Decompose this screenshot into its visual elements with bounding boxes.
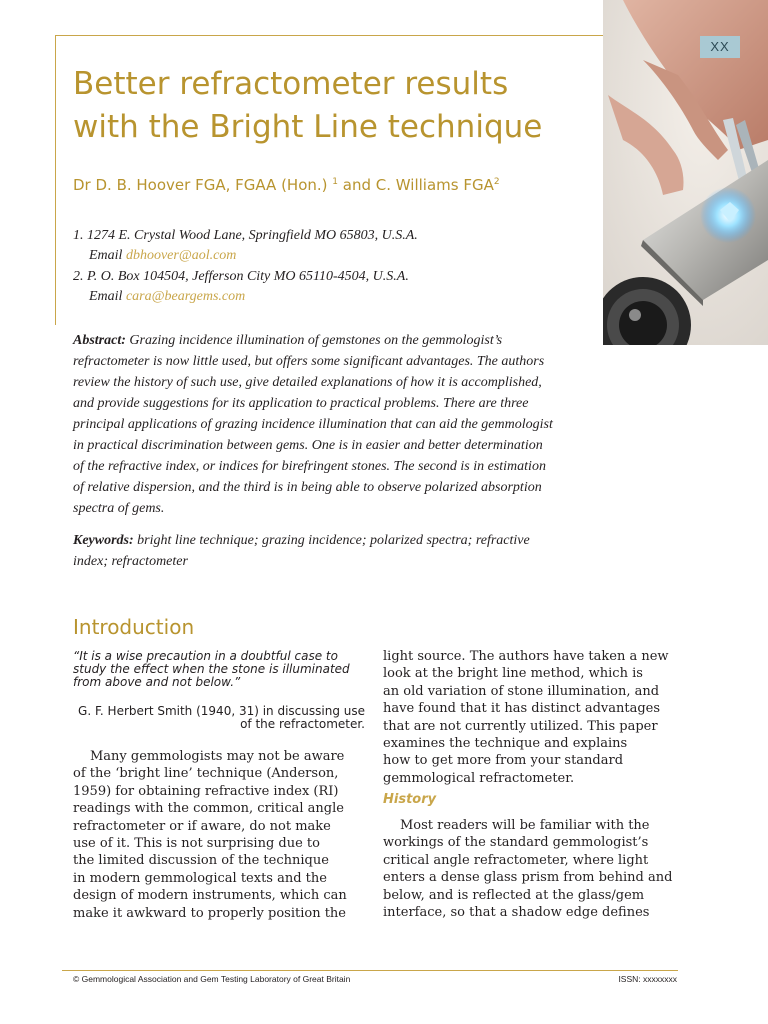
body-line: of the ‘bright line’ technique (Anderson, [73,766,339,782]
section-heading-history: History [383,792,437,807]
keywords-line: bright line technique; grazing incidence; polarized spectra; refractive [133,533,530,548]
affiliation-address: 1. 1274 E. Crystal Wood Lane, Springfield MO 65803, U.S.A. [73,228,418,243]
abstract-line: in practical discrimination between gems. One is in easier and better determination [73,438,543,453]
title-line-2: with the Bright Line technique [73,109,543,145]
body-line: gemmological refractometer. [383,770,575,786]
abstract-line: principal applications of grazing incidence illumination that can aid the gemmologist [73,417,553,432]
body-line: refractometer or if aware, do not make [73,818,331,834]
body-line: have found that it has distinct advantages [383,701,661,717]
body-line: Many gemmologists may not be aware [90,749,345,764]
footer-rule [62,970,678,971]
epigraph-line: “It is a wise precaution in a doubtful case to [73,649,338,663]
section-heading-introduction: Introduction [73,615,195,639]
attribution-line: G. F. Herbert Smith (1940, 31) in discussing use [78,704,365,718]
epigraph-attribution [73,705,365,731]
abstract-line: of the refractive index, or indices for birefringent stones. The second is in estimation [73,459,546,474]
keywords [73,530,573,572]
author-2: and C. Williams FGA [338,176,494,194]
epigraph-line: from above and not below.” [73,675,241,689]
affiliation-1 [73,226,593,266]
email-label: Email [89,248,126,263]
introduction-paragraph-left [73,748,363,922]
abstract-line: and provide suggestions for its application to practical problems. There are three [73,396,529,411]
footer-issn: ISSN: xxxxxxxx [618,974,677,984]
author-1: Dr D. B. Hoover FGA, FGAA (Hon.) [73,176,333,194]
body-line: light source. The authors have taken a new [383,649,669,664]
body-line: examines the technique and explains [383,736,628,752]
abstract [73,330,598,519]
email-link[interactable]: cara@beargems.com [125,289,246,304]
body-line: interface, so that a shadow edge defines [383,905,650,921]
affiliation-address: 2. P. O. Box 104504, Jefferson City MO 65110-4504, U.S.A. [73,269,409,284]
attribution-line: of the refractometer. [240,717,365,731]
epigraph-line: study the effect when the stone is illuminated [73,662,350,676]
page-number-badge: XX [700,36,740,58]
body-line: enters a dense glass prism from behind and [383,870,673,886]
abstract-line: spectra of gems. [73,501,165,516]
body-line: that are not currently utilized. This paper [383,718,658,734]
refractometer-photo-illustration [603,0,768,345]
title-line-1: Better refractometer results [73,66,509,102]
refractometer-photo [603,0,768,345]
body-line: design of modern instruments, which can [73,888,347,904]
abstract-label: Abstract: [73,333,126,348]
affiliation-2 [73,267,593,307]
abstract-line: review the history of such use, give detailed explanations of how it is accomplished, [73,375,542,390]
keywords-line: index; refractometer [73,554,188,569]
abstract-line: Grazing incidence illumination of gemstones on the gemmologist’s [125,333,503,348]
abstract-line: of relative dispersion, and the third is in being able to observe polarized absorption [73,480,542,495]
body-line: look at the bright line method, which is [383,666,643,682]
footer-copyright: © Gemmological Association and Gem Testing Laboratory of Great Britain [73,974,351,984]
author-2-affil-mark: 2 [493,177,500,187]
body-line: below, and is reflected at the glass/gem [383,887,645,903]
abstract-line: refractometer is now little used, but offers some significant advantages. The authors [73,354,545,369]
header-rule [55,35,605,36]
history-paragraph [383,817,683,921]
body-line: how to get more from your standard [383,753,624,769]
header-side-rule [55,35,56,325]
epigraph-quote [73,650,363,689]
body-line: make it awkward to properly position the [73,905,346,921]
body-line: an old variation of stone illumination, and [383,683,660,699]
body-line: readings with the common, critical angle [73,801,344,817]
body-line: the limited discussion of the technique [73,853,329,869]
body-line: workings of the standard gemmologist’s [383,835,649,851]
body-line: Most readers will be familiar with the [400,818,650,833]
body-line: 1959) for obtaining refractive index (RI) [73,783,339,799]
email-label: Email [89,289,126,304]
email-link[interactable]: dbhoover@aol.com [125,248,237,263]
author-1-affil-mark: 1 [332,177,339,187]
keywords-label: Keywords: [73,533,134,548]
introduction-paragraph-right [383,648,683,787]
authors [73,176,603,194]
article-title [73,63,603,149]
body-line: in modern gemmological texts and the [73,870,327,886]
body-line: use of it. This is not surprising due to [73,836,320,852]
body-line: critical angle refractometer, where light [383,852,649,868]
